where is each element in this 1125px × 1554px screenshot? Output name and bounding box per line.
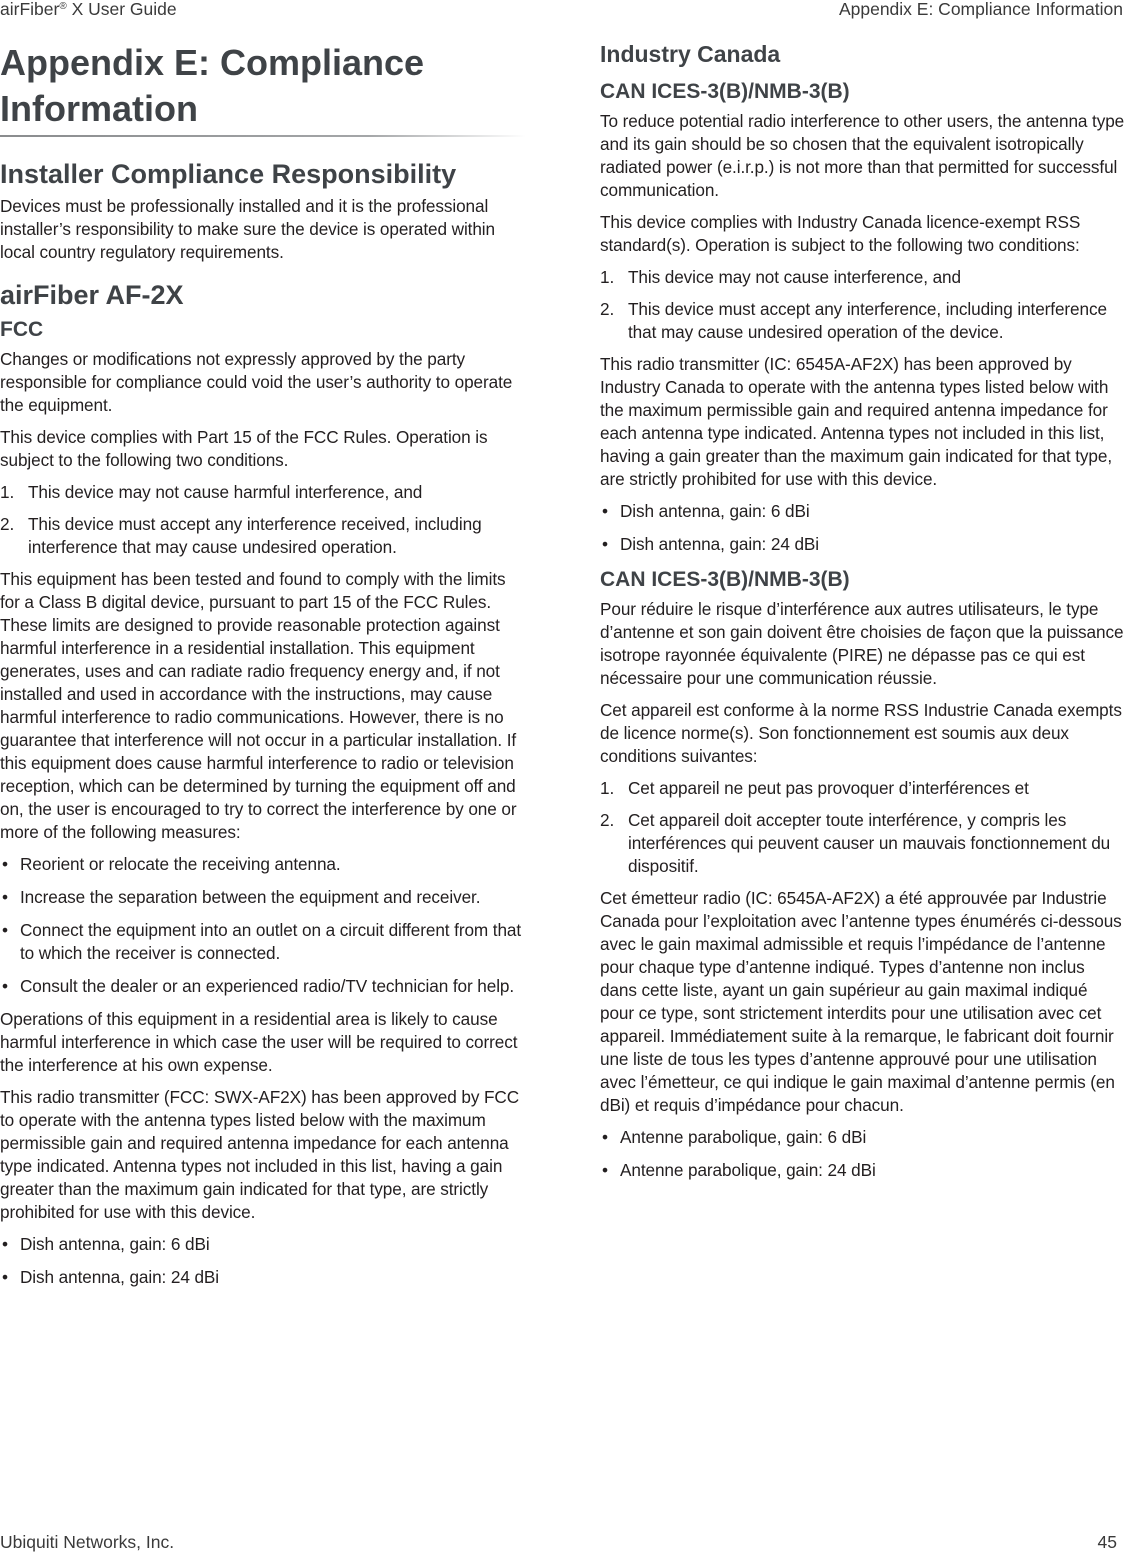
list-item [0,975,526,998]
list-item [0,1266,526,1289]
ic-en-paragraph-1: To reduce potential radio interference to other users, the antenna type and its gain should be so chosen that the equivalent isotropically radiated power (e.i.r.p.) is not more than that permitted for successful communication. [600,111,1125,200]
list-number: 1. [600,267,615,287]
list-item-text: Consult the dealer or an experienced radio/TV technician for help. [20,976,515,996]
bullet-marker: • [2,1234,8,1254]
product-heading: airFiber AF-2X [0,280,184,310]
ic-french-heading: CAN ICES-3(B)/NMB-3(B) [600,568,850,591]
bullet-marker: • [2,920,8,940]
list-item [600,298,1125,344]
list-item-text: Cet appareil doit accepter toute interférence, y compris les interférences qui peuvent causer un mauvais fonctionnement du dispositif. [628,810,1111,876]
list-item [600,777,1125,800]
fcc-heading: FCC [0,318,44,341]
ic-en-conditions-list [600,266,1125,344]
ic-en-paragraph-2: This device complies with Industry Canada licence-exempt RSS standard(s). Operation is subject to the following two conditions: [600,212,1081,255]
ic-en-paragraph-3: This radio transmitter (IC: 6545A-AF2X) has been approved by Industry Canada to operate with the antenna types listed below with the maximum permissible gain and required antenna impedance for each antenna type indicated. Antenna types not included in this list, having a gain greater than the maximum gain indicated for that type, are strictly prohibited for use with this device. [600,354,1112,489]
list-item [0,1233,526,1256]
fcc-paragraph-2: This device complies with Part 15 of the FCC Rules. Operation is subject to the following two conditions. [0,427,488,470]
list-item-text: This device must accept any interference received, including interference that may cause undesired operation. [28,514,482,557]
list-number: 1. [600,778,615,798]
list-number: 2. [0,514,15,534]
list-item-text: Antenne parabolique, gain: 6 dBi [620,1127,867,1147]
right-column [600,0,1125,1192]
ic-fr-conditions-list [600,777,1125,878]
bullet-marker: • [2,887,8,907]
list-item-text: Connect the equipment into an outlet on a circuit different from that to which the receiver is connected. [20,920,522,963]
fcc-paragraph-4: Operations of this equipment in a residential area is likely to cause harmful interference in which case the user will be required to correct the interference at his own expense. [0,1009,518,1075]
fcc-antenna-list [0,1233,526,1289]
list-item-text: Dish antenna, gain: 6 dBi [20,1234,210,1254]
fcc-paragraph-5: This radio transmitter (FCC: SWX-AF2X) has been approved by FCC to operate with the antenna types listed below with the maximum permissible gain and required antenna impedance for each antenna type indicated. Antenna types not included in this list, having a gain greater than the maximum gain indicated for that type, are strictly prohibited for use with this device. [0,1087,520,1222]
list-item [600,1126,1125,1149]
bullet-marker: • [602,1127,608,1147]
page-title: Appendix E: Compliance Information [0,42,425,129]
bullet-marker: • [602,501,608,521]
list-number: 2. [600,299,615,319]
bullet-marker: • [602,534,608,554]
installer-heading: Installer Compliance Responsibility [0,159,457,189]
fcc-paragraph-1: Changes or modifications not expressly approved by the party responsible for compliance could void the user’s authority to operate the equipment. [0,349,513,415]
list-item [0,886,526,909]
ic-english-heading: CAN ICES-3(B)/NMB-3(B) [600,80,850,103]
list-item [600,1159,1125,1182]
list-item-text: Cet appareil ne peut pas provoquer d’interférences et [628,778,1029,798]
list-item [0,513,526,559]
ic-en-antenna-list [600,500,1125,556]
title-divider [0,135,526,137]
list-item-text: This device must accept any interference, including interference that may cause undesired operation of the device. [628,299,1107,342]
list-item [0,853,526,876]
running-header-right: Appendix E: Compliance Information [838,0,1123,19]
ic-fr-paragraph-2: Cet appareil est conforme à la norme RSS Industrie Canada exempts de licence norme(s). Son fonctionnement est soumis aux deux conditions suivantes: [600,700,1122,766]
page-number: 45 [1097,1532,1117,1552]
ic-fr-paragraph-1: Pour réduire le risque d’interférence aux autres utilisateurs, le type d’antenne et son gain doivent être choisies de façon que la puissance isotrope rayonnée équivalente (PIRE) ne dépasse pas ce qui est nécessaire pour une communication réussie. [600,599,1124,688]
bullet-marker: • [2,854,8,874]
header-guide-name: X User Guide [66,0,177,19]
list-item-text: This device may not cause harmful interference, and [28,482,423,502]
list-item-text: Increase the separation between the equipment and receiver. [20,887,481,907]
list-item [600,266,1125,289]
list-item [0,481,526,504]
list-item-text: Reorient or relocate the receiving antenna. [20,854,341,874]
list-item [600,809,1125,878]
fcc-measures-list [0,853,526,998]
registered-mark: ® [59,1,67,12]
left-column [0,0,526,1299]
header-brand: airFiber [0,0,60,19]
fcc-paragraph-3: This equipment has been tested and found to comply with the limits for a Class B digital device, pursuant to part 15 of the FCC Rules. These limits are designed to provide reasonable protection against harmful interference in a residential installation. This equipment generates, uses and can radiate radio frequency energy and, if not installed and used in accordance with the instructions, may cause harmful interference to radio communications. However, there is no guarantee that interference will not occur in a particular installation. If this equipment does cause harmful interference to radio or television reception, which can be determined by turning the equipment off and on, the user is encouraged to try to correct the interference by one or more of the following measures: [0,569,517,842]
bullet-marker: • [2,1267,8,1287]
list-item [0,919,526,965]
list-item-text: This device may not cause interference, and [628,267,961,287]
list-item-text: Dish antenna, gain: 24 dBi [620,534,820,554]
list-number: 1. [0,482,15,502]
fcc-conditions-list [0,481,526,559]
list-item-text: Dish antenna, gain: 24 dBi [20,1267,220,1287]
bullet-marker: • [2,976,8,996]
ic-fr-paragraph-3: Cet émetteur radio (IC: 6545A-AF2X) a été approuvée par Industrie Canada pour l’exploitation avec l’antenne types énumérés ci-dessous avec le gain maximal admissible et requis l’impédance de l’antenne pour chaque type d’antenne indiqué. Types d’antenne non inclus dans cette liste, ayant un gain supérieur au gain maximal indiqué pour ce type, sont strictement interdits pour une utilisation avec cet appareil. Immédiatement suite à la remarque, le fabricant doit fournir une liste de tous les types d’antenne approuvé pour une utilisation avec l’émetteur, ce qui indique le gain maximal d’antenne permis (en dBi) et requis d’impédance pour chacun. [600,888,1122,1115]
list-item [600,500,1125,523]
list-item-text: Dish antenna, gain: 6 dBi [620,501,810,521]
industry-canada-heading: Industry Canada [600,41,781,67]
list-number: 2. [600,810,615,830]
ic-fr-antenna-list [600,1126,1125,1182]
list-item [600,533,1125,556]
installer-paragraph: Devices must be professionally installed and it is the professional installer’s responsibility to make sure the device is operated within local country regulatory requirements. [0,196,495,262]
bullet-marker: • [602,1160,608,1180]
footer-company: Ubiquiti Networks, Inc. [0,1532,175,1552]
list-item-text: Antenne parabolique, gain: 24 dBi [620,1160,876,1180]
